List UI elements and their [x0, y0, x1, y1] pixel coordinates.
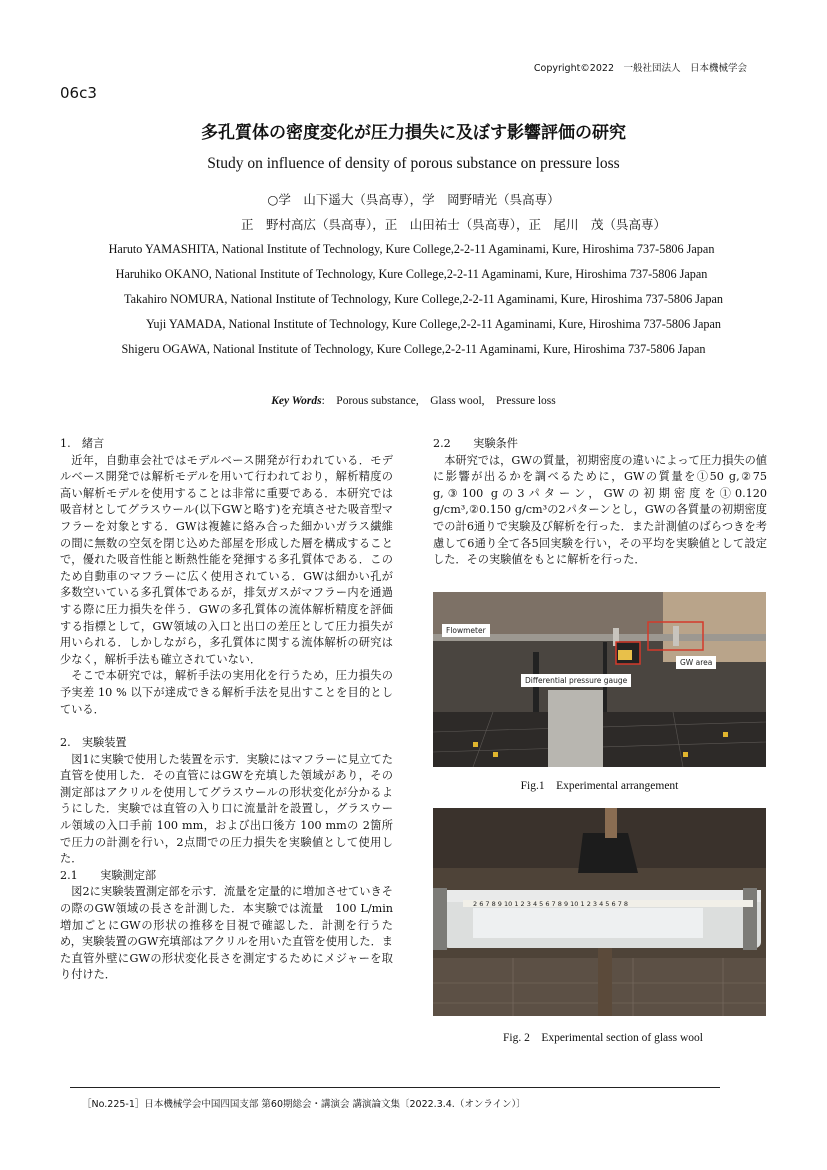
keywords-text: : Porous substance, Glass wool, Pressure loss — [321, 395, 556, 407]
affiliation-yamashita: Haruto YAMASHITA, National Institute of Technology, Kure College,2-2-11 Agaminami, Kure, Hiroshima 737-5806 Japan — [108, 242, 715, 256]
paper-subtitle: Study on influence of density of porous substance on pressure loss — [207, 155, 620, 172]
section-2-1-heading: 2.1 実験測定部 — [60, 868, 157, 882]
section-2-1-paragraph-1: 図2に実験装置測定部を示す．流量を定量的に増加させていきその際のGW領域の長さを計測した．本実験では流量 100 L/min 増加ごとにGWの形状の推移を目視で確認した．計測を行うため，実験装置のGW充填部はアクリルを用いた直管を使用した．また直管外壁にGWの形状変化長さを測定するためにメジャーを取り付けた． — [60, 885, 405, 982]
figure-2-caption: Fig. 2 Experimental section of glass wool — [503, 1032, 703, 1044]
paper-code: 06c3 — [60, 84, 97, 102]
differential-pressure-gauge-label: Differential pressure gauge — [521, 674, 631, 687]
figure-1-photo — [433, 592, 766, 767]
affiliation-yamada: Yuji YAMADA, National Institute of Technology, Kure College,2-2-11 Agaminami, Kure, Hiroshima 737-5806 Japan — [145, 317, 721, 331]
flowmeter-label: Flowmeter — [442, 624, 490, 637]
measuring-tape-scale: 2 6 7 8 9 10 1 2 3 4 5 6 7 8 9 10 1 2 3 4 5 6 7 8 — [473, 900, 629, 908]
affiliation-ogawa: Shigeru OGAWA, National Institute of Technology, Kure College,2-2-11 Agaminami, Kure, Hiroshima 737-5806 Japan — [121, 342, 706, 356]
jp-authors-line-2: 正 野村高広（呉高専），正 山田祐士（呉高専），正 尾川 茂（呉高専） — [240, 217, 666, 232]
section-1-paragraph-1: 近年，自動車会社ではモデルベース開発が行われている．モデルベース開発では解析モデルを用いて行われており，解析精度の高い解析モデルを使用することは非常に重要である．本研究では吸音材としてグラスウール(以下GWと略す)を充填させた吸音型マフラーを対象とする．GWは複雑に絡み合った細かいガラス繊維の間に無数の空気を閉じ込めた部屋を形成した層を構成することで，優れた吸音性能と断熱性能を発揮する多孔質体である．このため自動車のマフラーに広く使用されている．GWは細かい孔が多数空いている多孔質体であるが，排気ガスがマフラー内を通過する際に圧力損失を伴う．GWの多孔質体の流体解析精度を評価する指標として，GW領域の入口と出口の差圧として圧力損失が用いられる．しかしながら，多孔質体に関する流体解析の研究は少なく，解析手法も確立されていない． — [60, 453, 393, 666]
footer-divider — [70, 1087, 720, 1088]
section-1-heading: 1. 緒言 — [60, 437, 105, 450]
left-column — [60, 436, 405, 984]
gw-area-label: GW area — [676, 656, 716, 669]
section-2-heading: 2. 実験装置 — [60, 736, 127, 750]
paper-title: 多孔質体の密度変化が圧力損失に及ぼす影響評価の研究 — [201, 123, 626, 143]
affiliation-nomura: Takahiro NOMURA, National Institute of Technology, Kure College,2-2-11 Agaminami, Kure, Hiroshima 737-5806 Japan — [124, 292, 723, 306]
keywords — [0, 392, 827, 408]
section-2-2-paragraph-1: 本研究では，GWの質量，初期密度の違いによって圧力損失の値に影響が出るかを調べるために，GWの質量を①50 g,②75 g,③100 gの3パターン，GWの初期密度を①0.120 g/cm³,②0.150 g/cm³の2パターンとし，GWの各質量の初期密度での計6通りで実験及び解析を行った．また計測値のばらつきを考慮して6通り全て各5回実験を行い，その平均を実験値として設定した．その実験値をもとに解析を行った． — [433, 453, 767, 567]
keywords-label: Key Words — [271, 395, 322, 407]
figure-2-photo — [433, 808, 766, 1016]
section-2-paragraph-1: 図1に実験で使用した装置を示す．実験にはマフラーに見立てた直管を使用した．その直管にはGWを充填した領域があり，その測定部はアクリルを使用してグラスウールの形状変化が分かるようにした．実験では直管の入り口に流量計を設置し，グラスウール領域の入口手前 100 mm，および出口後方 100 mmの 2箇所で圧力の計測を行い，2点間での圧力損失を実験値として使用した． — [60, 752, 393, 866]
copyright-notice: Copyright©2022 一般社団法人 日本機械学会 — [533, 63, 747, 74]
figure-1-caption: Fig.1 Experimental arrangement — [520, 780, 679, 792]
right-column — [433, 436, 767, 569]
section-1-paragraph-2: そこで本研究では，解析手法の実用化を行うため，圧力損失の予実差 10 % 以下が達成できる解析手法を見出すことを目的としている． — [60, 669, 393, 716]
section-2-2-heading: 2.2 実験条件 — [433, 437, 518, 450]
jp-authors-line-1: ○学 山下遥大（呉高専），学 岡野晴光（呉高専） — [267, 192, 560, 207]
footer-citation: ［No.225-1］日本機械学会中国四国支部 第60期総会・講演会 講演論文集〔2022.3.4.（オンライン）〕 — [82, 1099, 526, 1110]
affiliation-okano: Haruhiko OKANO, National Institute of Technology, Kure College,2-2-11 Agaminami, Kure, Hiroshima 737-5806 Japan — [115, 267, 708, 281]
figure-2-drawing — [433, 808, 766, 1016]
